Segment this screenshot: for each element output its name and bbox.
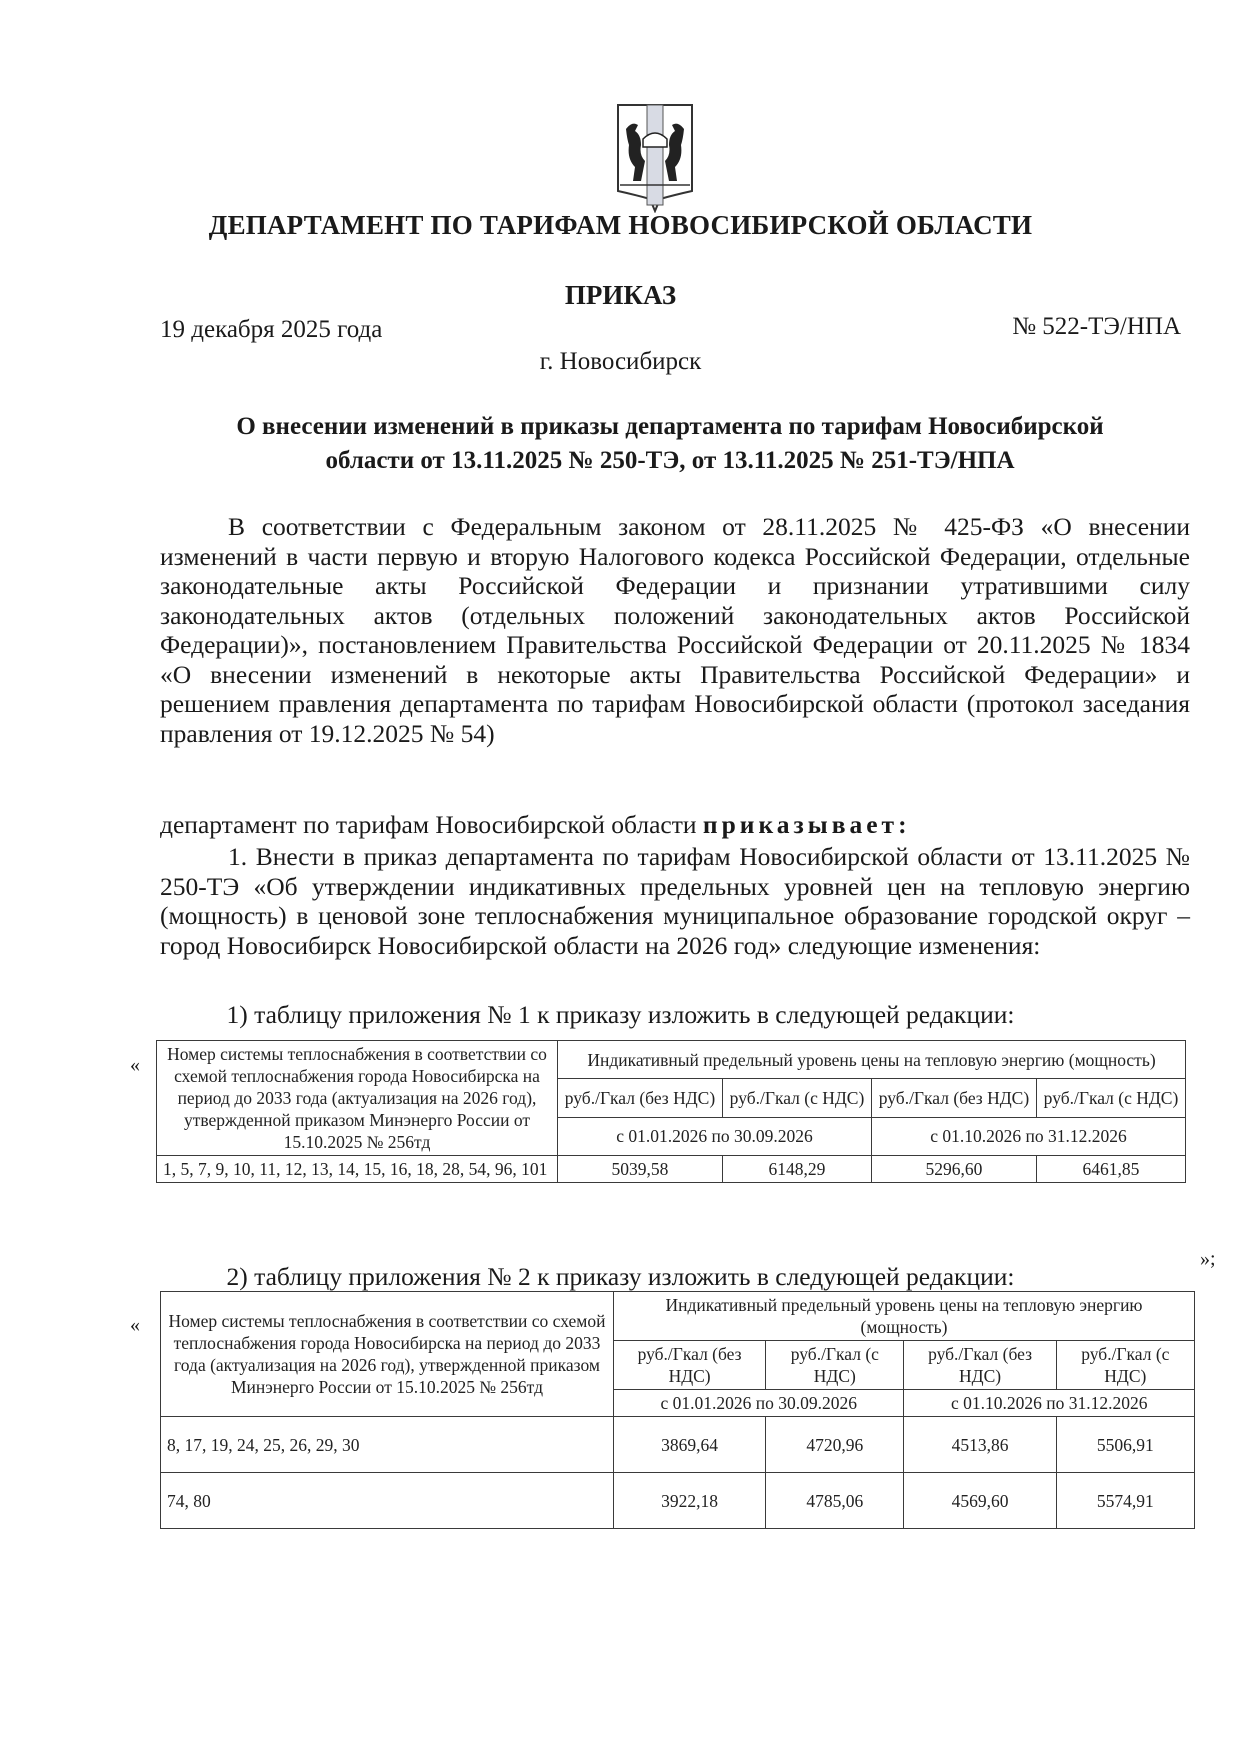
price-cell: 3869,64 xyxy=(614,1417,766,1473)
subject-line-2: области от 13.11.2025 № 250-ТЭ, от 13.11.2025 № 251-ТЭ/НПА xyxy=(325,447,1015,474)
unit-header: руб./Гкал (без НДС) xyxy=(871,1079,1036,1117)
ordering-party: департамент по тарифам Новосибирской области xyxy=(160,810,697,839)
preamble-paragraph: В соответствии с Федеральным законом от 28.11.2025 № 425-ФЗ «О внесении изменений в части первую и вторую Налогового кодекса Российской Федерации, отдельные законодательные акты Российской Федерации и признании утратившими силу законодательных актов (отдельных положений законодательных актов Российской Федерации)», постановлением Правительства Российской Федерации от 20.11.2025 № 1834 «О внесении изменений в некоторые акты Правительства Российской Федерации» и решением правления департамента по тарифам Новосибирской области (протокол заседания правления от 19.12.2025 № 54) xyxy=(160,512,1190,748)
table-row xyxy=(157,1156,1186,1183)
order-type-title: ПРИКАЗ xyxy=(564,280,677,310)
subitem-2: 2) таблицу приложения № 2 к приказу изложить в следующей редакции: xyxy=(226,1262,1015,1291)
tariff-table-2 xyxy=(160,1291,1195,1529)
price-level-header: Индикативный предельный уровень цены на тепловую энергию (мощность) xyxy=(614,1292,1195,1341)
price-cell: 5039,58 xyxy=(558,1156,723,1183)
system-number-header: Номер системы теплоснабжения в соответствии со схемой теплоснабжения города Новосибирска на период до 2033 года (актуализация на 2026 год), утвержденной приказом Минэнерго России от 15.10.2025 № 256тд xyxy=(157,1041,558,1156)
period-header: с 01.01.2026 по 30.09.2026 xyxy=(558,1117,872,1155)
table1-close-quote: »; xyxy=(1200,1248,1216,1270)
coat-of-arms-icon xyxy=(616,103,694,213)
table1-open-quote: « xyxy=(130,1054,140,1076)
unit-header: руб./Гкал (с НДС) xyxy=(766,1341,904,1390)
system-number-header: Номер системы теплоснабжения в соответствии со схемой теплоснабжения города Новосибирска на период до 2033 года (актуализация на 2026 год), утвержденной приказом Минэнерго России от 15.10.2025 № 256тд xyxy=(161,1292,614,1417)
system-numbers-cell: 8, 17, 19, 24, 25, 26, 29, 30 xyxy=(161,1417,614,1473)
department-title: ДЕПАРТАМЕНТ ПО ТАРИФАМ НОВОСИБИРСКОЙ ОБЛАСТИ xyxy=(208,210,1033,240)
subitem-1: 1) таблицу приложения № 1 к приказу изложить в следующей редакции: xyxy=(226,1000,1015,1029)
price-cell: 6148,29 xyxy=(722,1156,871,1183)
unit-header: руб./Гкал (без НДС) xyxy=(904,1341,1056,1390)
subject-line-1: О внесении изменений в приказы департамента по тарифам Новосибирской xyxy=(236,413,1104,440)
price-cell: 5574,91 xyxy=(1056,1473,1194,1529)
unit-header: руб./Гкал (без НДС) xyxy=(558,1079,723,1117)
order-subject xyxy=(150,410,1190,478)
table2-open-quote: « xyxy=(130,1314,140,1336)
tariff-table-1 xyxy=(156,1040,1186,1183)
order-number: № 522-ТЭ/НПА xyxy=(1012,313,1181,340)
ordering-clause xyxy=(160,810,1190,840)
price-level-header: Индикативный предельный уровень цены на тепловую энергию (мощность) xyxy=(558,1041,1186,1079)
order-date: 19 декабря 2025 года xyxy=(160,316,383,343)
price-cell: 5506,91 xyxy=(1056,1417,1194,1473)
table-row xyxy=(161,1417,1195,1473)
period-header: с 01.01.2026 по 30.09.2026 xyxy=(614,1390,904,1417)
price-cell: 4513,86 xyxy=(904,1417,1056,1473)
price-cell: 4785,06 xyxy=(766,1473,904,1529)
table-row xyxy=(161,1473,1195,1529)
price-cell: 3922,18 xyxy=(614,1473,766,1529)
unit-header: руб./Гкал (с НДС) xyxy=(1036,1079,1185,1117)
period-header: с 01.10.2026 по 31.12.2026 xyxy=(871,1117,1185,1155)
price-cell: 4569,60 xyxy=(904,1473,1056,1529)
unit-header: руб./Гкал (с НДС) xyxy=(1056,1341,1194,1390)
price-cell: 6461,85 xyxy=(1036,1156,1185,1183)
system-numbers-cell: 1, 5, 7, 9, 10, 11, 12, 13, 14, 15, 16, 18, 28, 54, 96, 101 xyxy=(157,1156,558,1183)
item-1-paragraph: 1. Внести в приказ департамента по тарифам Новосибирской области от 13.11.2025 № 250-ТЭ «Об утверждении индикативных предельных уровней цен на тепловую энергию (мощность) в ценовой зоне теплоснабжения муниципальное образование городской округ – город Новосибирск Новосибирской области на 2026 год» следующие изменения: xyxy=(160,842,1190,960)
order-city: г. Новосибирск xyxy=(539,348,702,375)
price-cell: 4720,96 xyxy=(766,1417,904,1473)
unit-header: руб./Гкал (с НДС) xyxy=(722,1079,871,1117)
period-header: с 01.10.2026 по 31.12.2026 xyxy=(904,1390,1195,1417)
system-numbers-cell: 74, 80 xyxy=(161,1473,614,1529)
price-cell: 5296,60 xyxy=(871,1156,1036,1183)
ordering-verb: приказывает: xyxy=(702,810,911,839)
unit-header: руб./Гкал (без НДС) xyxy=(614,1341,766,1390)
